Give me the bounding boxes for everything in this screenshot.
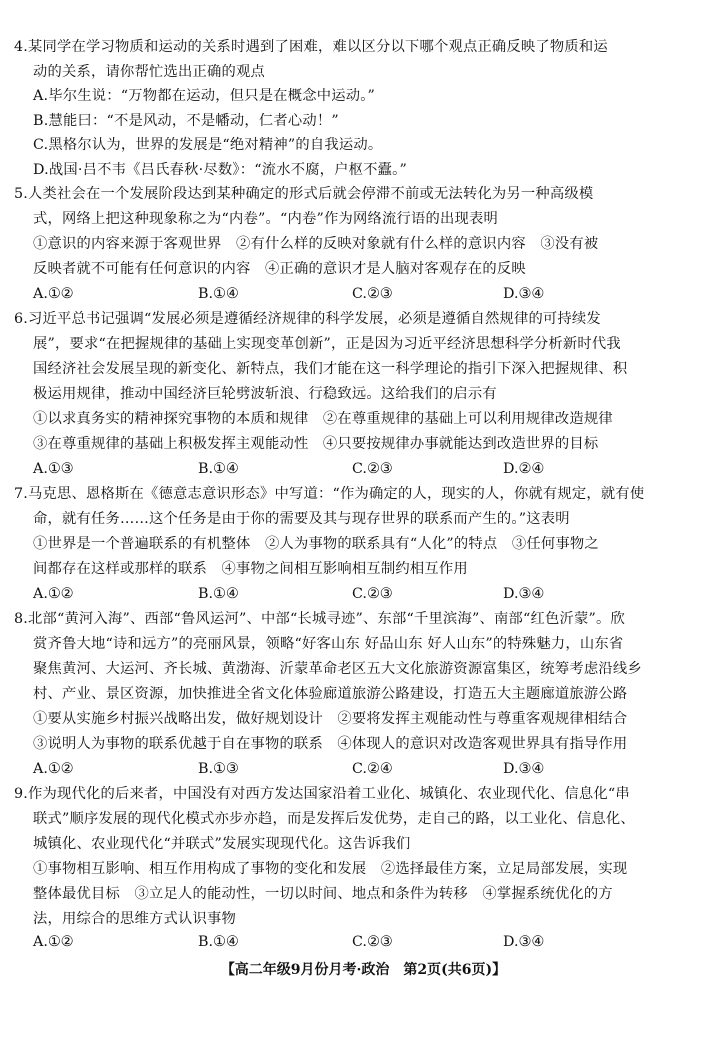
question-4-option-b: B.慧能曰：“不是风动，不是幡动，仁者心动！” (33, 113, 339, 129)
question-6-stem-line-4: 极运用规律，推动中国经济巨轮劈波斩浪、行稳致远。这给我们的启示有 (33, 386, 497, 402)
question-7-choice-b: B.①④ (198, 586, 239, 602)
question-4-stem-line-1: 4.某同学在学习物质和运动的关系时遇到了困难，难以区分以下哪个观点正确反映了物质和运 (14, 39, 608, 55)
question-8-choices (0, 759, 727, 779)
question-5-choice-d: D.③④ (503, 286, 545, 302)
question-6-stem-line-3: 国经济社会发展呈现的新变化、新特点，我们才能在这一科学理论的指引下深入把握规律、积 (33, 361, 628, 377)
question-9-choice-c: C.②③ (352, 934, 393, 950)
question-9-statement-line-3: 法，用综合的思维方式认识事物 (33, 911, 236, 927)
question-5-choice-a: A.①② (33, 286, 74, 302)
question-6-choices (0, 459, 727, 479)
question-8-stem-line-2: 赏齐鲁大地“诗和远方”的亮丽风景，领略“好客山东 好品山东 好人山东”的特殊魅力，山东省 (33, 636, 624, 652)
question-8-choice-c: C.②④ (352, 761, 393, 777)
question-8-stem-line-3: 聚焦黄河、大运河、齐长城、黄渤海、沂蒙革命老区五大文化旅游资源富集区，统筹考虑沿线乡 (33, 661, 642, 677)
question-8-stem-line-1: 8.北部“黄河入海”、西部“鲁风运河”、中部“长城寻迹”、东部“千里滨海”、南部“红色沂蒙”。欣 (14, 611, 626, 627)
question-5-choice-b: B.①④ (198, 286, 239, 302)
question-4-option-d: D.战国·吕不韦《吕氏春秋·尽数》：“流水不腐，户枢不蠹。” (33, 162, 408, 178)
question-8-statement-line-2: ③说明人为事物的联系优越于自在事物的联系 ④体现人的意识对改造客观世界具有指导作用 (33, 736, 628, 752)
question-9-stem-line-2: 联式”顺序发展的现代化模式亦步亦趋，而是发挥后发优势，走自己的路，以工业化、信息化、 (33, 811, 635, 827)
question-9-stem-line-1: 9.作为现代化的后来者，中国没有对西方发达国家沿着工业化、城镇化、农业现代化、信息化“串 (14, 786, 630, 802)
question-6-statement-line-2: ③在尊重规律的基础上积极发挥主观能动性 ④只要按规律办事就能达到改造世界的目标 (33, 436, 599, 452)
question-8-choice-a: A.①② (33, 761, 74, 777)
question-7-statement-line-2: 间都存在这样或那样的联系 ④事物之间相互影响相互制约相互作用 (33, 561, 468, 577)
question-4-stem-line-2: 动的关系，请你帮忙选出正确的观点 (33, 64, 265, 80)
question-6-choice-c: C.②③ (352, 461, 393, 477)
question-5-statement-line-2: 反映者就不可能有任何意识的内容 ④正确的意识才是人脑对客观存在的反映 (33, 261, 526, 277)
question-6-choice-d: D.②④ (503, 461, 545, 477)
question-7-statement-line-1: ①世界是一个普遍联系的有机整体 ②人为事物的联系具有“人化”的特点 ③任何事物之 (33, 536, 599, 552)
question-8-choice-d: D.③④ (503, 761, 545, 777)
question-5-stem-line-2: 式，网络上把这种现象称之为“内卷”。“内卷”作为网络流行语的出现表明 (33, 211, 498, 227)
question-9-statement-line-1: ①事物相互影响、相互作用构成了事物的变化和发展 ②选择最佳方案，立足局部发展，实现 (33, 861, 628, 877)
question-4-option-c: C.黑格尔认为，世界的发展是“绝对精神”的自我运动。 (33, 137, 383, 153)
question-5-stem-line-1: 5.人类社会在一个发展阶段达到某种确定的形式后就会停滞不前或无法转化为另一种高级模 (14, 186, 594, 202)
question-6-stem-line-2: 展”，要求“在把握规律的基础上实现变革创新”，正是因为习近平经济思想科学分析新时代我 (33, 336, 621, 352)
question-8-choice-b: B.①③ (198, 761, 239, 777)
question-9-choices (0, 932, 727, 952)
question-7-choice-a: A.①② (33, 586, 74, 602)
question-6-stem-line-1: 6.习近平总书记强调“发展必须是遵循经济规律的科学发展，必须是遵循自然规律的可持续发 (14, 311, 601, 327)
question-7-stem-line-2: 命，就有任务……这个任务是由于你的需要及其与现存世界的联系而产生的。”这表明 (33, 511, 570, 527)
question-7-choices (0, 584, 727, 604)
question-8-stem-line-4: 村、产业、景区资源，加快推进全省文化体验廊道旅游公路建设，打造五大主题廊道旅游公路 (33, 686, 628, 702)
question-9-choice-d: D.③④ (503, 934, 545, 950)
question-7-choice-c: C.②③ (352, 586, 393, 602)
question-7-stem-line-1: 7.马克思、恩格斯在《德意志意识形态》中写道：“作为确定的人，现实的人，你就有规定，就有使 (14, 486, 645, 502)
question-9-choice-b: B.①④ (198, 934, 239, 950)
question-6-choice-b: B.①④ (198, 461, 239, 477)
question-6-statement-line-1: ①以求真务实的精神探究事物的本质和规律 ②在尊重规律的基础上可以利用规律改造规律 (33, 411, 613, 427)
question-9-statement-line-2: 整体最优目标 ③立足人的能动性，一切以时间、地点和条件为转移 ④掌握系统优化的方 (33, 886, 613, 902)
page-footer: 【高二年级9月份月考·政治 第2页(共6页)】 (220, 962, 507, 978)
question-5-choices (0, 284, 727, 304)
question-8-statement-line-1: ①要从实施乡村振兴战略出发，做好规划设计 ②要将发挥主观能动性与尊重客观规律相结合 (33, 711, 628, 727)
question-7-choice-d: D.③④ (503, 586, 545, 602)
question-5-statement-line-1: ①意识的内容来源于客观世界 ②有什么样的反映对象就有什么样的意识内容 ③没有被 (33, 236, 599, 252)
question-9-stem-line-3: 城镇化、农业现代化“并联式”发展实现现代化。这告诉我们 (33, 836, 411, 852)
question-6-choice-a: A.①③ (33, 461, 74, 477)
question-5-choice-c: C.②③ (352, 286, 393, 302)
question-9-choice-a: A.①② (33, 934, 74, 950)
question-4-option-a: A.毕尔生说：“万物都在运动，但只是在概念中运动。” (33, 88, 376, 104)
